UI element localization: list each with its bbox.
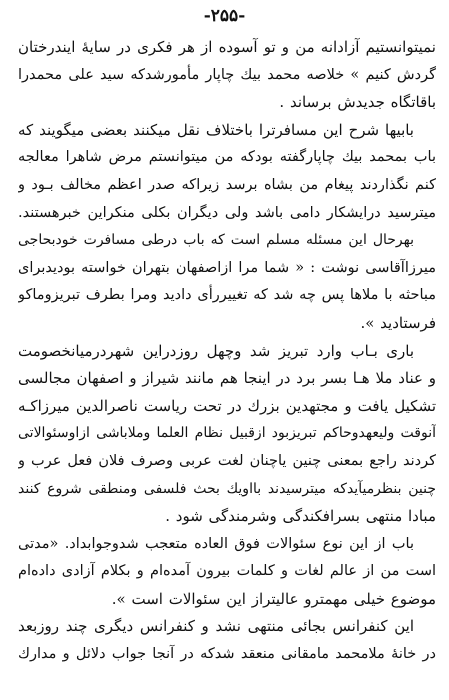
paragraph-start-line: بهرحال این مسئله مسلم است که باب درطی مسافرت خودبحاجی xyxy=(18,232,414,249)
text-line: میرزاآقاسی نوشت : « شما مرا ازاصفهان بتهران خواسته بودیدبرای xyxy=(18,259,436,276)
text-line: باقاتگاه جدیدش برساند . xyxy=(279,93,436,112)
text-line: است من از عالم لغات و کلمات بیرون آمده‌ام و بکلام آزادی داده‌ام xyxy=(18,563,436,580)
text-line: نمیتوانستیم آزادانه من و تو آسوده از هر فکری در سایهٔ ایندرختان xyxy=(18,38,436,56)
text-line: چنین بنظرمیآیدکه میترسیدند بااویك بحث فلسفی ومنطقی شروع کنند xyxy=(18,480,436,497)
text-line: باب بمحمد بیك چاپارگفته بودکه من میتوانستم مرض شاهرا معالجه xyxy=(18,149,436,166)
text-line: میترسید درایشکار دامی باشد ولی دیگران بکلی منکراین خبرهستند. xyxy=(18,204,436,221)
paragraph-start-line: باری بـاب وارد تبریز شد وچهل روزدراین شهردرمیانخصومت xyxy=(18,341,414,360)
paragraph-start-line: این کنفرانس بجائی منتهی نشد و کنفرانس دیگری چند روزبعد xyxy=(18,617,414,636)
text-line: موضوع خیلی مهمترو عالیتراز این سئوالات است ». xyxy=(111,589,436,608)
text-line: تشکیل یافت و مجتهدین بزرك در تحت ریاست ناصرالدین میرزاکـه xyxy=(18,396,436,415)
text-line: و عناد ملا هـا بسر برد در اینجا هم مانند شیراز و اصفهان مجالسی xyxy=(18,369,436,388)
text-line: کردند راجع بمعنی چنین یاچنان لغت عربی وصرف فلان فعل عرب و xyxy=(18,452,436,469)
page-number: -۲۵۵- xyxy=(203,6,246,26)
text-line: فرستادید ». xyxy=(360,313,436,332)
body-text xyxy=(18,34,436,669)
paragraph-start-line: باب از این نوع سئوالات فوق العاده متعجب شدوجوابداد. «مدتی xyxy=(18,535,414,552)
text-line: مبادا منتهی بسرافکندگی وشرمندگی شود . xyxy=(165,507,436,526)
text-line: در خانهٔ ملامحمد مامقانی منعقد شدکه در آنجا جواب دلائل و مدارك xyxy=(18,646,436,663)
text-line: آنوقت ولیعهدوحاکم تبریزبود ازقبیل نظام العلما وملاباشی ازاوسئوالاتی xyxy=(18,425,436,442)
text-line: کنم نگذاردند پیغام من بشاه برسد زیراکه صدر اعظم مخالف بـود و xyxy=(18,176,436,193)
text-line: مباحثه با ملاها پس چه شد که تغییررأی دادید ومرا بطرف تبریزوماکو xyxy=(18,287,436,304)
text-line: گردش کنیم » خلاصه محمد بیك چاپار مأمورشدکه سید علی محمدرا xyxy=(18,66,436,83)
paragraph-start-line: بابیها شرح این مسافرترا باختلاف نقل میکنند بعضی میگویند که xyxy=(18,120,414,139)
